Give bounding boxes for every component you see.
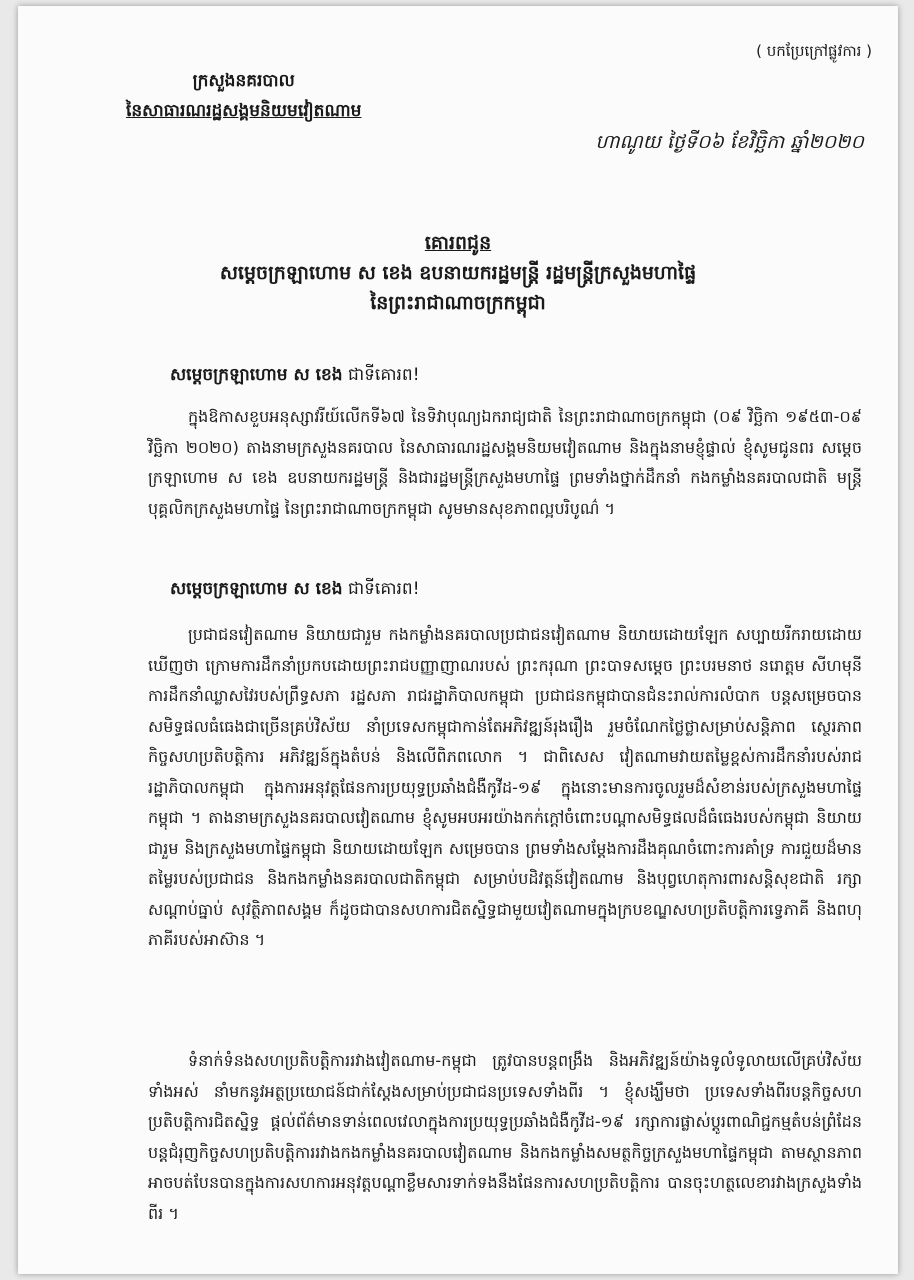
- salutation-suffix: ជាទីគោរព!: [342, 365, 420, 385]
- paragraph-3: ទំនាក់ទំនងសហប្រតិបត្តិការរវាងវៀតណាម-កម្ពុជា ត្រូវបានបន្តពង្រឹង និងអភិវឌ្ឍន៍យ៉ាងទូលំទូលាយលើគ្រប់វិស័យទាំងអស់ នាំមកនូវអត្ថប្រយោជន៍ជាក់ស្តែងសម្រាប់ប្រជាជនប្រទេសទាំងពីរ ។ ខ្ញុំសង្ឃឹមថា ប្រទេសទាំងពីរបន្តកិច្ចសហប្រតិបត្តិការជិតស្និទ្ធ ផ្តល់ព័ត៌មានទាន់ពេលវេលាក្នុងការប្រយុទ្ធប្រឆាំងជំងឺកូវីដ-១៩ រក្សាការផ្លាស់ប្តូរពាណិជ្ជកម្មតំបន់ព្រំដែន បន្តជំរុញកិច្ចសហប្រតិបត្តិការរវាងកងកម្លាំងនគរបាលវៀតណាម និងកងកម្លាំងសមត្ថកិច្ចក្រសួងមហាផ្ទៃកម្ពុជា តាមស្ថានភាពអាចបត់បែនបានក្នុងការសហការអនុវត្តបណ្តាខ្លឹមសារទាក់ទងនឹងផែនការសហប្រតិបត្តិការ បានចុះហត្ថលេខារវាងក្រសួងទាំងពីរ ។: [148, 1051, 862, 1223]
- paragraph-2: ប្រជាជនវៀតណាម និយាយជារួម កងកម្លាំងនគរបាលប្រជាជនវៀតណាម និយាយដោយឡែក សប្បាយរីករាយដោយឃើញថា ក្រោមការដឹកនាំប្រកបដោយព្រះរាជបញ្ញាញាណរបស់ ព្រះករុណា ព្រះបាទសម្តេច ព្រះបរមនាថ នរោត្តម សីហមុនី ការដឹកនាំឈ្លាសវៃរបស់ព្រឹទ្ធសភា រដ្ឋសភា រាជរដ្ឋាភិបាលកម្ពុជា ប្រជាជនកម្ពុជាបានជំនះរាល់ការលំបាក បន្តសម្រេចបានសមិទ្ធផលធំធេងជាច្រើនគ្រប់វិស័យ នាំប្រទេសកម្ពុជាកាន់តែអភិវឌ្ឍន៍រុងរឿង រួមចំណែកថ្លៃថ្លាសម្រាប់សន្តិភាព ស្ថេរភាព កិច្ចសហប្រតិបត្តិការ អភិវឌ្ឍន៍ក្នុងតំបន់ និងលើពិភពលោក ។ ជាពិសេស វៀតណាមវាយតម្លៃខ្ពស់ការដឹកនាំរបស់រាជរដ្ឋាភិបាលកម្ពុជា ក្នុងការអនុវត្តផែនការប្រយុទ្ធប្រឆាំងជំងឺកូវីដ-១៩ ក្នុងនោះមានការចូលរួមដ៏សំខាន់របស់ក្រសួងមហាផ្ទៃកម្ពុជា ។ តាងនាមក្រសួងនគរបាលវៀតណាម ខ្ញុំសូមអបអរយ៉ាងកក់ក្តៅចំពោះបណ្តាសមិទ្ធផលដ៏ធំធេងរបស់កម្ពុជា និយាយជារួម និងក្រសួងមហាផ្ទៃកម្ពុជា និយាយដោយឡែក សម្រេចបាន ព្រមទាំងសម្តែងការដឹងគុណចំពោះការគាំទ្រ ការជួយដ៏មានតម្លៃរបស់ប្រជាជន និងកងកម្លាំងនគរបាលជាតិកម្ពុជា សម្រាប់បដិវត្តន៍វៀតណាម និងបុព្វហេតុការពារសន្តិសុខជាតិ រក្សាសណ្តាប់ធ្នាប់ សុវត្ថិភាពសង្គម ក៏ដូចជាបានសហការជិតស្និទ្ធជាមួយវៀតណាមក្នុងក្របខណ្ឌសហប្រតិបត្តិការទ្វេភាគី និងពហុភាគីរបស់អាស៊ាន ។: [148, 625, 862, 949]
- recipient-title: សម្តេចក្រឡាហោម ស ខេង ឧបនាយករដ្ឋមន្ត្រី រដ្ឋមន្ត្រីក្រសួងមហាផ្ទៃ: [219, 262, 697, 284]
- date-line: ហាណូយ ថ្ងៃទី០៦ ខែវិច្ឆិកា ឆ្នាំ២០២០: [595, 131, 864, 153]
- recipient-heading: [18, 228, 898, 318]
- paragraph-1: ក្នុងឱកាសខួបអនុស្សាវរីយ៍លើកទី៦៧ នៃទិវាបុណ្យឯករាជ្យជាតិ នៃព្រះរាជាណាចក្រកម្ពុជា (០៩ វិច្ឆិកា ១៩៥៣-០៩ វិច្ឆិកា ២០២០) តាងនាមក្រសួងនគរបាល នៃសាធារណរដ្ឋសង្គមនិយមវៀតណាម និងក្នុងនាមខ្ញុំផ្ទាល់ ខ្ញុំសូមជូនពរ សម្តេចក្រឡាហោម ស ខេង ឧបនាយករដ្ឋមន្ត្រី និងជារដ្ឋមន្ត្រីក្រសួងមហាផ្ទៃ ព្រមទាំងថ្នាក់ដឹកនាំ កងកម្លាំងនគរបាលជាតិ មន្ត្រី បុគ្គលិកក្រសួងមហាផ្ទៃ នៃព្រះរាជាណាចក្រកម្ពុជា សូមមានសុខភាពល្អបរិបូណ៌ ។: [148, 407, 862, 518]
- letter-page: [18, 6, 898, 1274]
- salutation-1: [170, 364, 420, 389]
- ministry-name-line: ក្រសួងនគរបាល: [192, 71, 295, 91]
- salutation-name: សម្តេចក្រឡាហោម ស ខេង: [170, 365, 343, 385]
- recipient-country: នៃព្រះរាជាណាចក្រកម្ពុជា: [370, 292, 546, 314]
- respectfully-to: គោរពជូន: [424, 232, 492, 254]
- country-name-line: នៃសាធារណរដ្ឋសង្គមនិយមវៀតណាម: [126, 101, 362, 121]
- salutation-2: [170, 578, 420, 603]
- unofficial-translation-note: ( បកប្រែក្រៅផ្លូវការ ): [756, 42, 872, 60]
- salutation-name: សម្តេចក្រឡាហោម ស ខេង: [170, 579, 343, 599]
- salutation-suffix: ជាទីគោរព!: [342, 579, 420, 599]
- ministry-header: [126, 66, 361, 126]
